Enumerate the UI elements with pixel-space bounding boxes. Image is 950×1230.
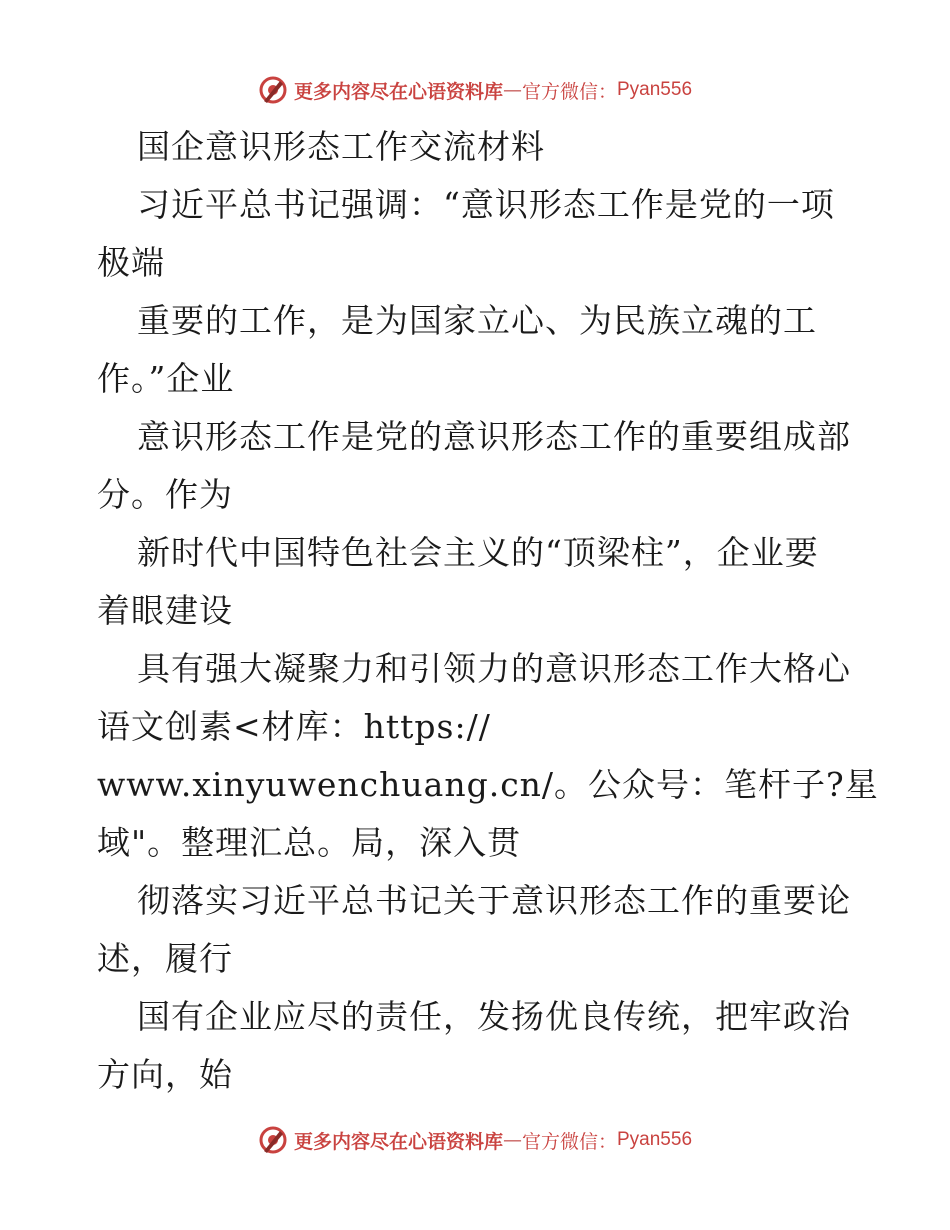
document-title: 国企意识形态工作交流材料 bbox=[137, 127, 545, 166]
text-line: 彻落实习近平总书记关于意识形态工作的重要论 bbox=[137, 881, 851, 920]
text-line: 方向，始 bbox=[97, 1055, 233, 1094]
text-line: 新时代中国特色社会主义的“顶梁柱”，企业要 bbox=[137, 533, 819, 572]
watermark-contact-label: 官方微信： bbox=[521, 1130, 617, 1153]
text-line: www.xinyuwenchuang.cn/。公众号：笔杆子?星 bbox=[97, 765, 879, 804]
text-line: 意识形态工作是党的意识形态工作的重要组成部 bbox=[137, 417, 851, 456]
watermark-separator: — bbox=[502, 1129, 522, 1151]
text-line: 着眼建设 bbox=[97, 591, 233, 630]
footer-watermark bbox=[0, 1120, 950, 1160]
watermark-text: 更多内容尽在心语资料库 bbox=[293, 80, 503, 103]
text-line: 国有企业应尽的责任，发扬优良传统，把牢政治 bbox=[137, 997, 851, 1036]
text-line: 极端 bbox=[97, 243, 165, 282]
watermark-text: 更多内容尽在心语资料库 bbox=[293, 1130, 503, 1153]
quill-pen-logo-icon bbox=[258, 75, 288, 105]
text-line: 语文创素<材库：https:// bbox=[97, 707, 491, 746]
text-line: 述，履行 bbox=[97, 939, 233, 978]
text-line: 重要的工作，是为国家立心、为民族立魂的工 bbox=[137, 301, 817, 340]
watermark-contact-id: Pyan556 bbox=[617, 79, 693, 100]
text-line: 域"。整理汇总。局，深入贯 bbox=[97, 823, 522, 862]
text-line: 作。”企业 bbox=[97, 359, 235, 398]
watermark-separator: — bbox=[502, 79, 522, 101]
watermark-contact-label: 官方微信： bbox=[521, 80, 617, 103]
text-line: 分。作为 bbox=[97, 475, 233, 514]
quill-pen-logo-icon bbox=[258, 1125, 288, 1155]
text-line: 具有强大凝聚力和引领力的意识形态工作大格心 bbox=[137, 649, 851, 688]
document-body bbox=[97, 118, 879, 1104]
text-line: 习近平总书记强调：“意识形态工作是党的一项 bbox=[137, 185, 835, 224]
header-watermark bbox=[0, 70, 950, 110]
watermark-contact-id: Pyan556 bbox=[617, 1129, 693, 1150]
